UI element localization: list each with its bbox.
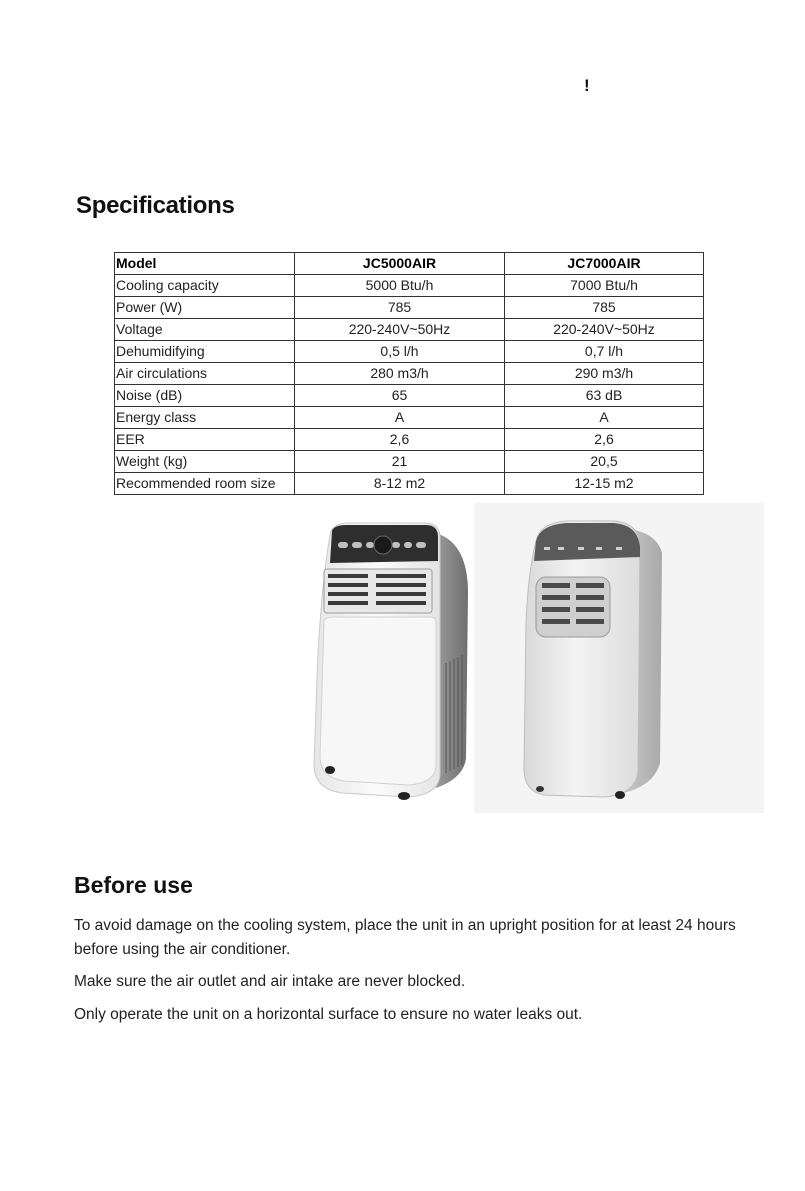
cell-value: 220-240V~50Hz (295, 319, 505, 341)
table-header-row (115, 253, 704, 275)
row-label: Noise (dB) (115, 385, 295, 407)
cell-value: 2,6 (295, 429, 505, 451)
table-row (115, 451, 704, 473)
warning-mark: ! (584, 76, 590, 95)
cell-value: 0,5 l/h (295, 341, 505, 363)
header-jc5000air: JC5000AIR (295, 253, 505, 275)
row-label: Power (W) (115, 297, 295, 319)
specifications-table (114, 252, 704, 495)
table-row (115, 407, 704, 429)
cell-value: 21 (295, 451, 505, 473)
cell-value: 7000 Btu/h (505, 275, 704, 297)
row-label: Weight (kg) (115, 451, 295, 473)
row-label: Cooling capacity (115, 275, 295, 297)
before-use-paragraph-upright: To avoid damage on the cooling system, place the unit in an upright position for at least 24 hours before using the air conditioner. (74, 917, 736, 958)
air-conditioner-jc5000air-image (296, 503, 476, 813)
row-label: Recommended room size (115, 473, 295, 495)
cell-value: 290 m3/h (505, 363, 704, 385)
air-conditioner-jc7000air-image (474, 503, 764, 813)
cell-value: 63 dB (505, 385, 704, 407)
before-use-paragraph-outlet: Make sure the air outlet and air intake are never blocked. (74, 973, 466, 990)
cell-value: 785 (505, 297, 704, 319)
cell-value: 280 m3/h (295, 363, 505, 385)
row-label: Air circulations (115, 363, 295, 385)
product-photos (296, 503, 761, 813)
table-row (115, 385, 704, 407)
before-use-heading: Before use (74, 872, 193, 898)
table-row (115, 429, 704, 451)
table-row (115, 363, 704, 385)
row-label: Energy class (115, 407, 295, 429)
header-model: Model (115, 253, 295, 275)
cell-value: 20,5 (505, 451, 704, 473)
cell-value: A (505, 407, 704, 429)
before-use-paragraph-surface: Only operate the unit on a horizontal surface to ensure no water leaks out. (74, 1006, 583, 1023)
table-row (115, 275, 704, 297)
cell-value: 8-12 m2 (295, 473, 505, 495)
cell-value: 65 (295, 385, 505, 407)
cell-value: A (295, 407, 505, 429)
cell-value: 5000 Btu/h (295, 275, 505, 297)
cell-value: 0,7 l/h (505, 341, 704, 363)
cell-value: 220-240V~50Hz (505, 319, 704, 341)
row-label: EER (115, 429, 295, 451)
table-row (115, 473, 704, 495)
table-row (115, 341, 704, 363)
row-label: Voltage (115, 319, 295, 341)
cell-value: 785 (295, 297, 505, 319)
cell-value: 2,6 (505, 429, 704, 451)
header-jc7000air: JC7000AIR (505, 253, 704, 275)
specifications-heading: Specifications (76, 192, 235, 219)
table-row (115, 297, 704, 319)
cell-value: 12-15 m2 (505, 473, 704, 495)
row-label: Dehumidifying (115, 341, 295, 363)
table-row (115, 319, 704, 341)
